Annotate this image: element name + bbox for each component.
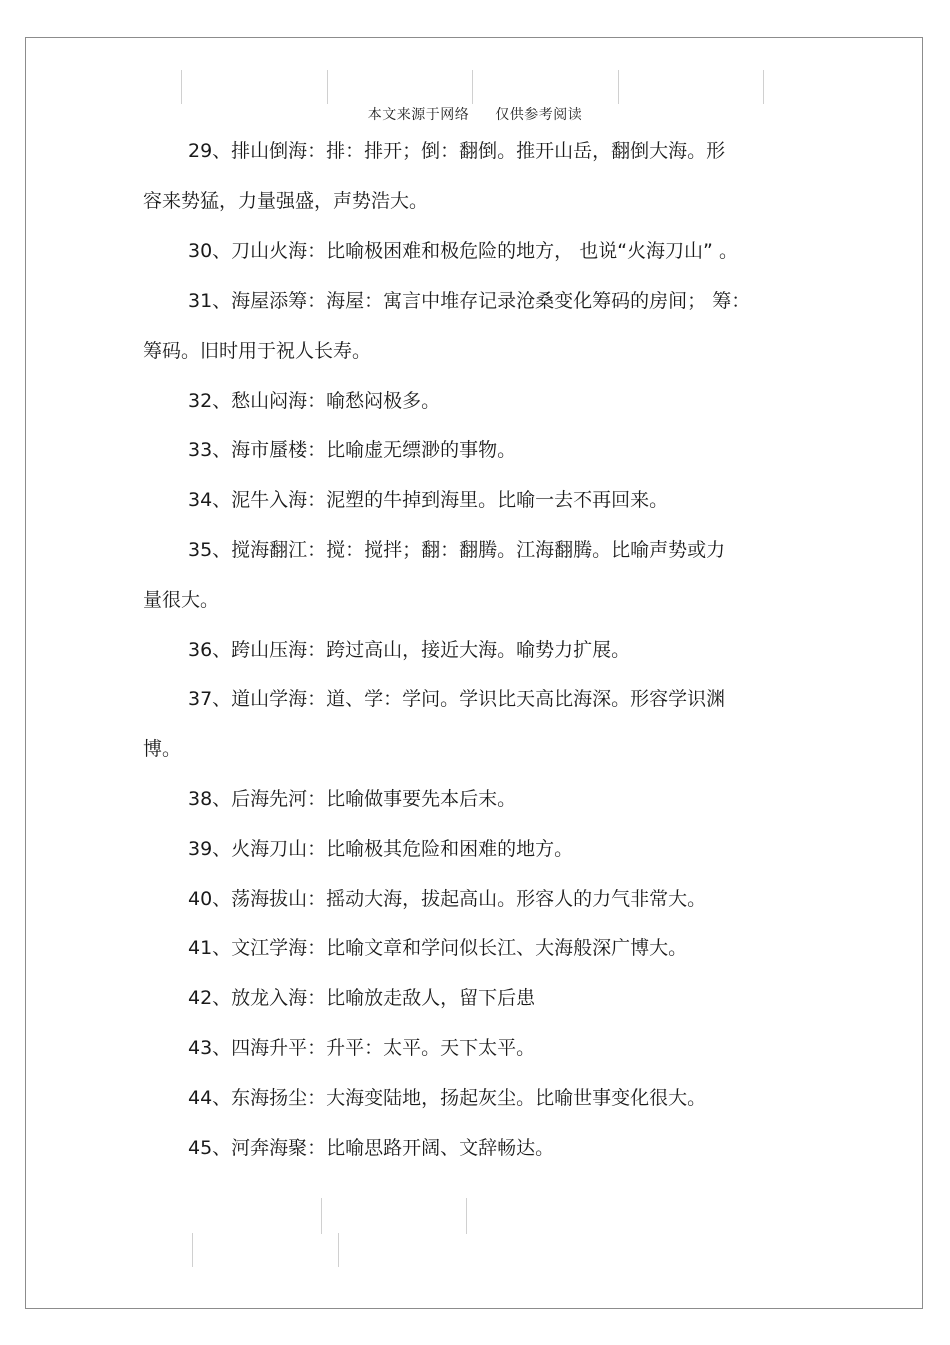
entry-line: 37、道山学海：道、学：学问。学识比天高比海深。形容学识渊 xyxy=(188,688,726,710)
bottom-mark xyxy=(321,1198,322,1234)
top-mark xyxy=(181,70,182,104)
bottom-mark xyxy=(466,1198,467,1234)
header-note xyxy=(0,104,950,124)
entry-line: 38、后海先河：比喻做事要先本后末。 xyxy=(188,788,517,810)
top-mark xyxy=(763,70,764,104)
entry-line-continued: 容来势猛，力量强盛，声势浩大。 xyxy=(143,190,429,212)
top-mark xyxy=(472,70,473,104)
entry-line: 44、东海扬尘：大海变陆地，扬起灰尘。比喻世事变化很大。 xyxy=(188,1087,707,1109)
entry-line: 36、跨山压海：跨过高山，接近大海。喻势力扩展。 xyxy=(188,639,631,661)
entry-line: 32、愁山闷海：喻愁闷极多。 xyxy=(188,390,441,412)
page-frame xyxy=(25,37,923,1309)
source-note: 本文来源于网络 xyxy=(367,107,470,123)
entry-line: 42、放龙入海：比喻放走敌人，留下后患 xyxy=(188,987,536,1009)
entry-line-continued: 筹码。旧时用于祝人长寿。 xyxy=(143,340,372,362)
entry-line-continued: 量很大。 xyxy=(143,589,220,611)
entry-line: 29、排山倒海：排：排开；倒：翻倒。推开山岳，翻倒大海。形 xyxy=(188,140,726,162)
entry-line: 45、河奔海聚：比喻思路开阔、文辞畅达。 xyxy=(188,1137,555,1159)
entry-line-continued: 博。 xyxy=(143,738,182,760)
bottom-mark xyxy=(338,1233,339,1267)
entry-line: 34、泥牛入海：泥塑的牛掉到海里。比喻一去不再回来。 xyxy=(188,489,669,511)
entry-line: 40、荡海拔山：摇动大海，拔起高山。形容人的力气非常大。 xyxy=(188,888,707,910)
top-mark xyxy=(618,70,619,104)
entry-line: 43、四海升平：升平：太平。天下太平。 xyxy=(188,1037,536,1059)
entry-line: 41、文江学海：比喻文章和学问似长江、大海般深广博大。 xyxy=(188,937,688,959)
top-mark xyxy=(327,70,328,104)
entry-line: 33、海市蜃楼：比喻虚无缥渺的事物。 xyxy=(188,439,517,461)
entry-line: 35、搅海翻江：搅：搅拌；翻：翻腾。江海翻腾。比喻声势或力 xyxy=(188,539,726,561)
entry-line: 39、火海刀山：比喻极其危险和困难的地方。 xyxy=(188,838,574,860)
bottom-mark xyxy=(192,1233,193,1267)
entry-line: 30、刀山火海：比喻极困难和极危险的地方， 也说“火海刀山” 。 xyxy=(188,240,738,262)
entry-line: 31、海屋添筹：海屋：寓言中堆存记录沧桑变化筹码的房间； 筹： xyxy=(188,290,751,312)
reference-note: 仅供参考阅读 xyxy=(495,107,583,123)
